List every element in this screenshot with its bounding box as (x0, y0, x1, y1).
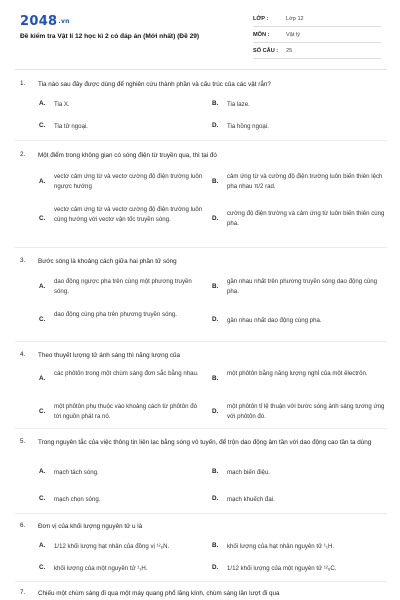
option-letter: D. (212, 215, 219, 222)
option-text: khối lượng của hạt nhân nguyên tử ¹₁H. (227, 543, 335, 550)
question-divider (15, 513, 387, 514)
meta-value: Vật lý (286, 32, 300, 38)
question-text: Chiếu một chùm sáng đi qua một máy quang phổ lăng kính, chùm sáng lần lượt đi qua (38, 590, 280, 597)
question-text: Tia nào sau đây được dùng để nghiên cứu thành phần và cấu trúc của các vật rắn? (38, 81, 271, 88)
logo-text: 2048 (20, 14, 58, 29)
meta-row-class (253, 11, 381, 27)
logo-suffix: .vn (58, 18, 70, 25)
option-letter: C. (39, 122, 46, 129)
question-number: 6. (20, 522, 26, 529)
question-divider (15, 140, 387, 141)
option-letter: A. (39, 542, 46, 549)
option-text: các phôtôn trong một chùm sáng đơn sắc bằng nhau. (54, 370, 199, 377)
option-letter: B. (212, 100, 219, 107)
meta-value: 25 (286, 48, 293, 54)
question-text: Theo thuyết lượng tử ánh sáng thì năng lượng của (38, 352, 181, 359)
option-letter: A. (39, 178, 46, 185)
option-letter: D. (212, 122, 219, 129)
header-divider (15, 69, 387, 70)
exam-meta-table (253, 11, 381, 59)
option-letter: A. (39, 375, 46, 382)
option-text: một phôtôn bằng năng lượng nghỉ của một êlectrôn. (227, 370, 368, 377)
meta-row-question-count (253, 43, 381, 59)
question-number: 1. (20, 80, 26, 87)
option-text: Tia X. (54, 101, 70, 108)
question-text: Đơn vị của khối lượng nguyên tử u là (38, 523, 143, 530)
option-text: dao động cùng pha trên phương truyền sóng. (54, 311, 177, 318)
meta-key: LỚP : (253, 16, 269, 22)
option-letter: D. (212, 495, 219, 502)
question-number: 4. (20, 351, 26, 358)
option-text: cường độ điện trường và cảm ứng từ luôn biến thiên cùng pha. (227, 210, 385, 227)
option-letter: C. (39, 215, 46, 222)
option-letter: D. (212, 408, 219, 415)
site-logo[interactable] (20, 14, 70, 29)
option-letter: D. (212, 316, 219, 323)
option-letter: D. (212, 564, 219, 571)
option-text: Tia tử ngoại. (54, 123, 89, 130)
document-title: Đề kiểm tra Vật lí 12 học kì 2 có đáp án (Mới nhất) (Đề 29) (20, 33, 200, 40)
question-number: 3. (20, 257, 26, 264)
question-text: Bước sóng là khoảng cách giữa hai phần tử sóng (38, 258, 177, 265)
option-text: gần nhau nhất dao động cùng pha. (227, 317, 322, 324)
option-text: dao động ngược pha trên cùng một phương truyền sóng. (54, 278, 192, 295)
option-letter: A. (39, 468, 46, 475)
question-text: Một điểm trong không gian có sóng điện từ truyền qua, thì tại đó (38, 152, 217, 159)
option-letter: C. (39, 408, 46, 415)
option-letter: B. (212, 283, 219, 290)
question-divider (15, 428, 387, 429)
question-number: 2. (20, 151, 26, 158)
option-text: mạch khuếch đại. (227, 496, 275, 503)
meta-value: Lớp 12 (286, 16, 304, 22)
meta-key: MÔN : (253, 32, 270, 38)
option-text: 1/12 khối lượng hạt nhân của đồng vị ¹²₆N. (54, 543, 170, 550)
option-text: một phôtôn phụ thuộc vào khoảng cách từ phôtôn đó tới nguồn phát ra nó. (54, 403, 197, 420)
option-text: một phôtôn tỉ lệ thuận với bước sóng ánh sáng tương ứng với phôtôn đó. (227, 403, 385, 420)
option-text: Tia laze. (227, 101, 250, 108)
question-number: 7. (20, 589, 26, 596)
option-letter: A. (39, 100, 46, 107)
question-text: Trong nguyên tắc của việc thông tin liên lạc bằng sóng vô tuyến, để trộn dao động âm tần với dao động cao tần ta dùng (38, 439, 372, 446)
option-text: vectơ cảm ứng từ và vectơ cường độ điện trường luôn ngược hướng (54, 173, 203, 190)
option-text: vectơ cảm ứng từ và vectơ cường độ điện trường luôn cùng hướng với vectơ vận tốc truyền sóng. (54, 206, 203, 223)
option-text: cảm ứng từ và cường độ điện trường luôn biến thiên lệch pha nhau π/2 rad. (227, 173, 383, 190)
option-letter: B. (212, 178, 219, 185)
option-text: 1/12 khối lượng của một nguyên tử ¹²₆C. (227, 565, 337, 572)
question-number: 5. (20, 438, 26, 445)
option-text: mạch tách sóng. (54, 469, 99, 476)
option-text: mạch biến điệu. (227, 469, 271, 476)
option-text: Tia hồng ngoại. (227, 123, 269, 130)
option-letter: B. (212, 468, 219, 475)
option-letter: B. (212, 542, 219, 549)
meta-row-subject (253, 27, 381, 43)
option-letter: B. (212, 375, 219, 382)
question-divider (15, 341, 387, 342)
option-letter: C. (39, 495, 46, 502)
option-text: gần nhau nhất trên phương truyền sóng dao động cùng pha. (227, 278, 378, 295)
question-divider (15, 247, 387, 248)
option-letter: C. (39, 316, 46, 323)
page-header (0, 0, 400, 66)
question-divider (15, 581, 387, 582)
option-letter: C. (39, 564, 46, 571)
meta-key: SỐ CÂU : (253, 48, 279, 54)
option-letter: A. (39, 283, 46, 290)
option-text: khối lượng của một nguyên tử ¹₁H. (54, 565, 148, 572)
option-text: mạch chọn sóng. (54, 496, 101, 503)
